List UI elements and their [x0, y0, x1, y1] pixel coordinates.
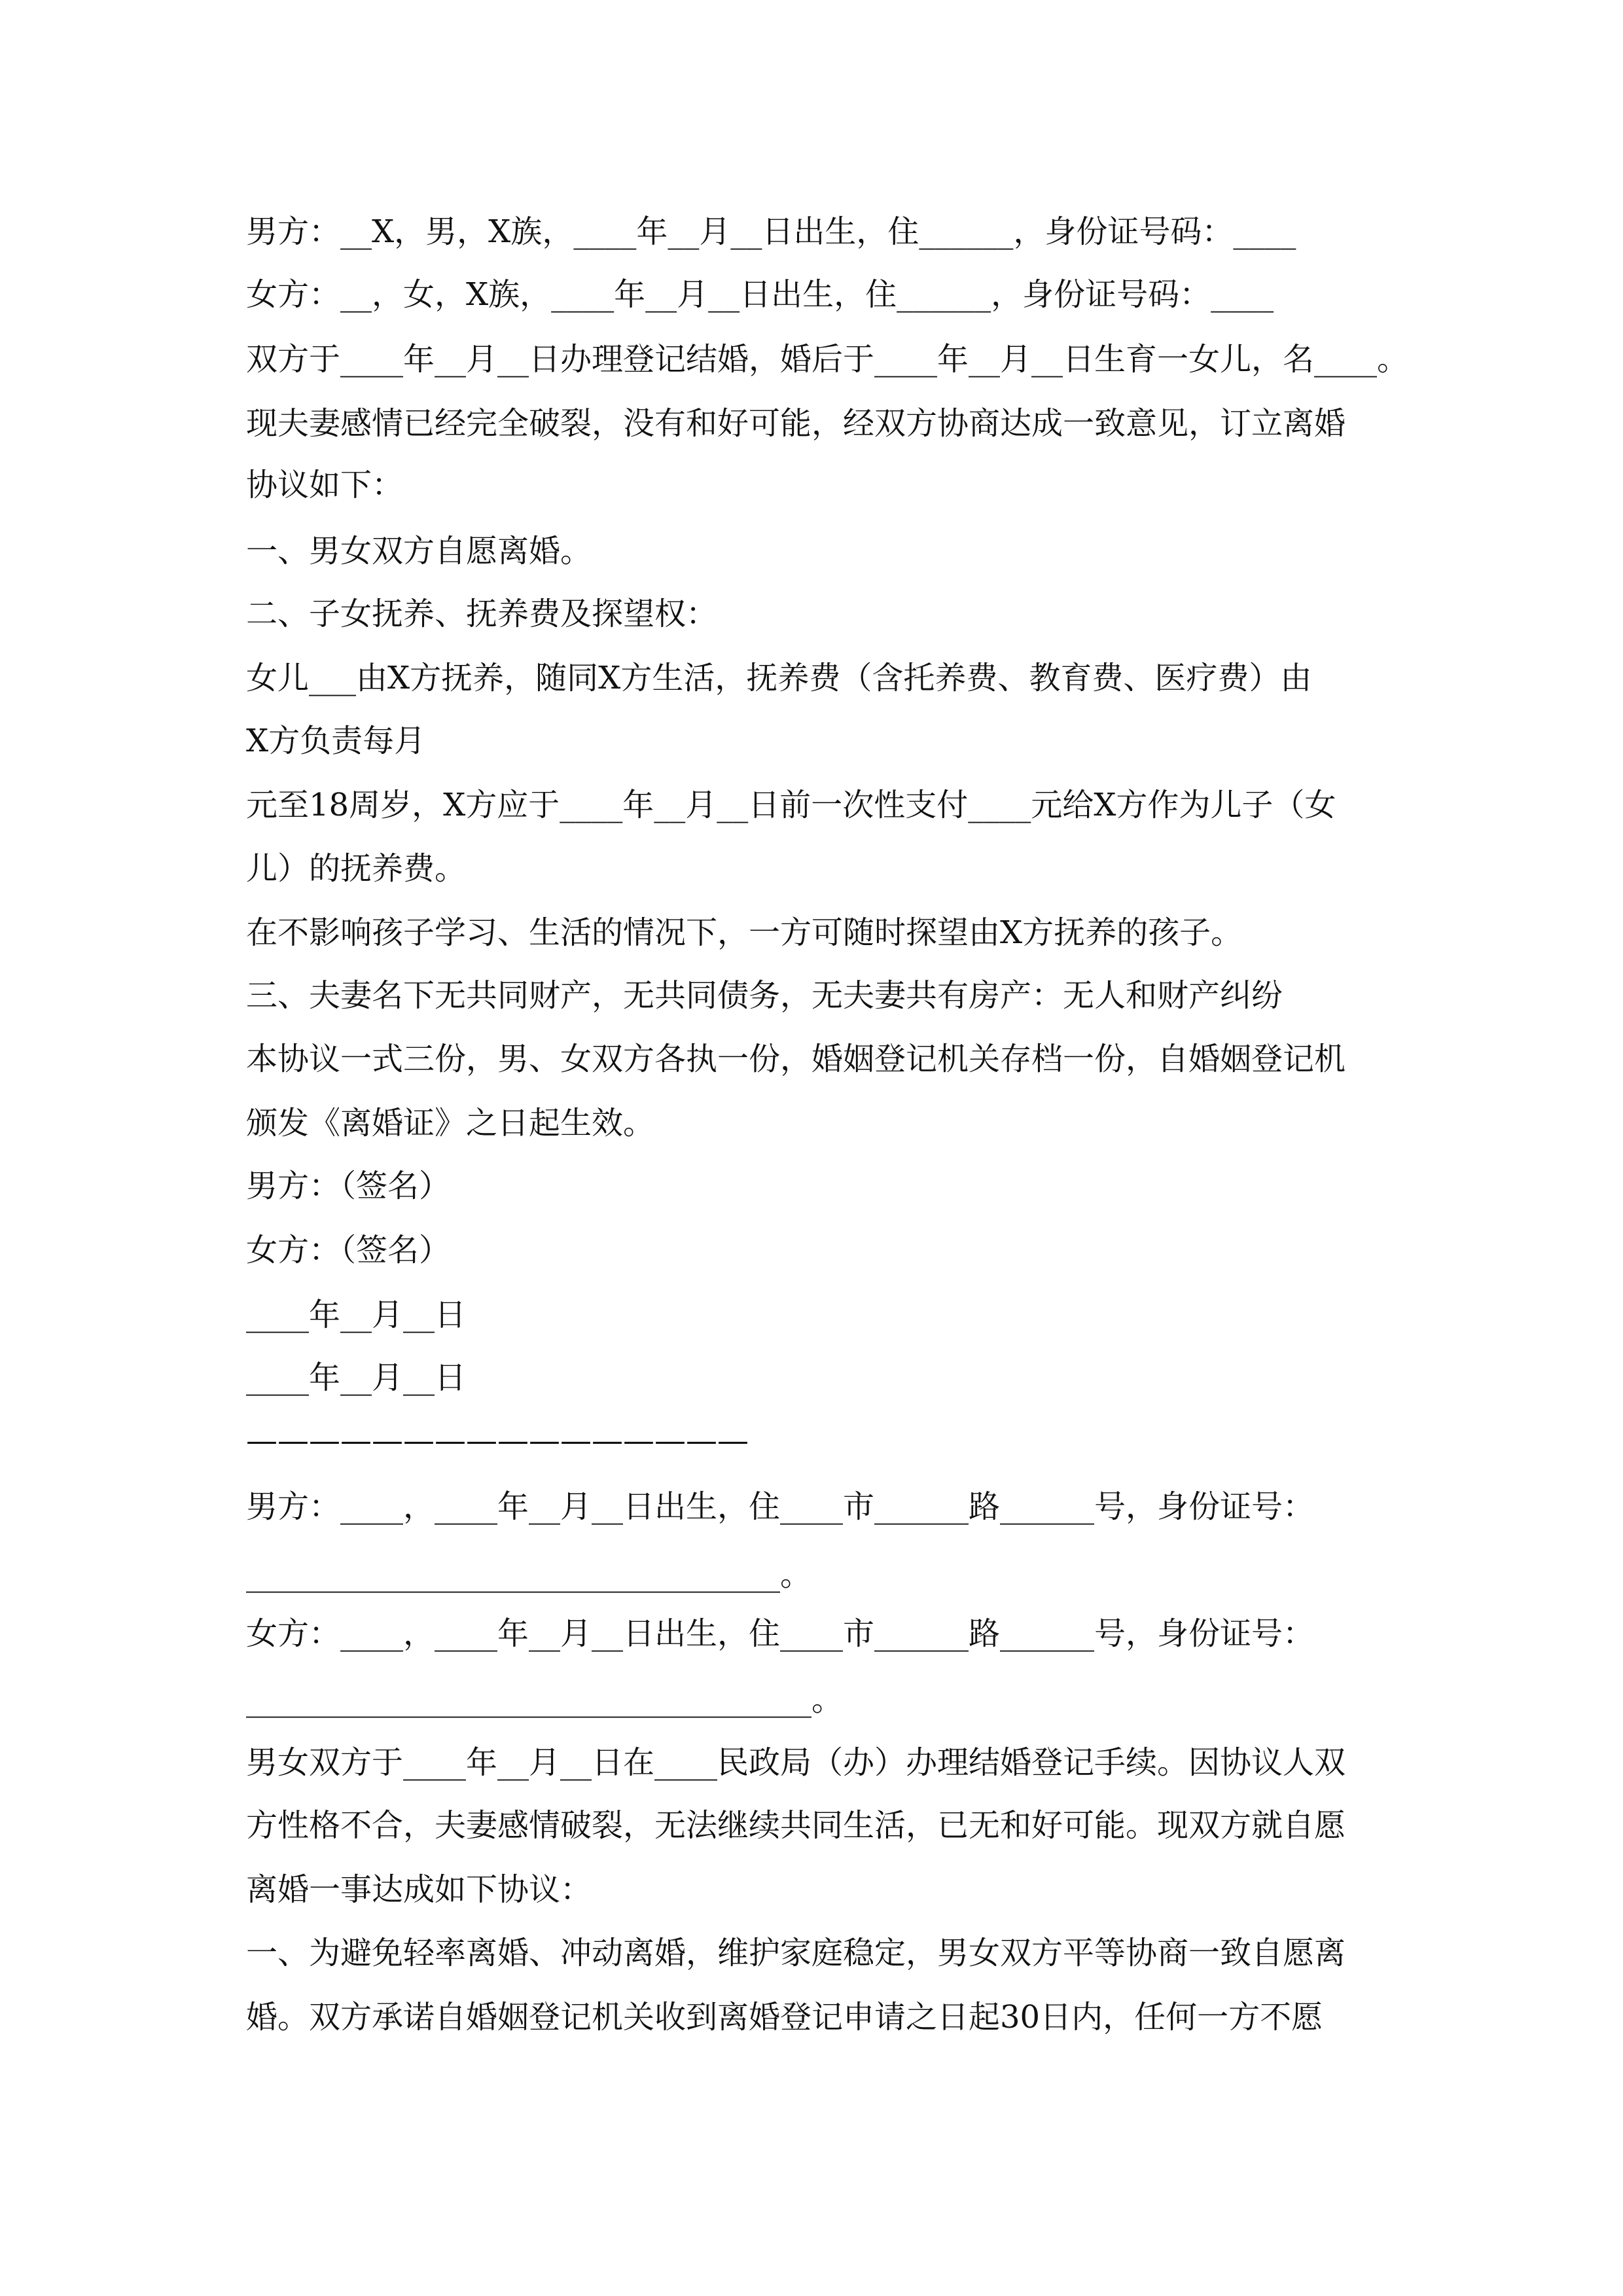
document-line: ____________________________________。 [246, 1681, 844, 1718]
document-line: 女方：（签名） [246, 1232, 451, 1268]
document-line: 现夫妻感情已经完全破裂，没有和好可能，经双方协商达成一致意见，订立离婚 [246, 405, 1346, 442]
document-line: 元至18周岁，X方应于____年__月__日前一次性支付____元给X方作为儿子（女 [246, 787, 1336, 823]
document-line: __________________________________。 [246, 1556, 812, 1593]
document-line: 协议如下： [246, 467, 404, 503]
document-line: 本协议一式三份，男、女双方各执一份，婚姻登记机关存档一份，自婚姻登记机 [246, 1041, 1346, 1077]
document-line: 二、子女抚养、抚养费及探望权： [246, 596, 718, 632]
document-line: 男女双方于____年__月__日在____民政局（办）办理结婚登记手续。因协议人双 [246, 1744, 1346, 1781]
document-line: 男方：（签名） [246, 1168, 451, 1204]
document-line: 双方于____年__月__日办理登记结婚，婚后于____年__月__日生育一女儿，名____。 [246, 341, 1409, 378]
document-line: ____年__月__日 [246, 1297, 467, 1333]
document-line: 儿）的抚养费。 [246, 850, 467, 887]
document-line: 女儿___由X方抚养，随同X方生活，抚养费（含托养费、教育费、医疗费）由 [246, 660, 1312, 696]
document-line: 三、夫妻名下无共同财产，无共同债务，无夫妻共有房产：无人和财产纠纷 [246, 977, 1283, 1014]
document-line: ____年__月__日 [246, 1359, 467, 1396]
document-line: 颁发《离婚证》之日起生效。 [246, 1105, 655, 1141]
document-line: 在不影响孩子学习、生活的情况下，一方可随时探望由X方抚养的孩子。 [246, 914, 1243, 951]
document-line: X方负责每月 [246, 723, 426, 759]
document-line: 男方：__X，男，X族，____年__月__日出生，住______，身份证号码：____ [246, 213, 1296, 250]
document-line: 女方：__，女，X族，____年__月__日出生，住______，身份证号码：____ [246, 276, 1274, 313]
separator-line: ———————————————— [246, 1422, 749, 1459]
document-line: 方性格不合，夫妻感情破裂，无法继续共同生活，已无和好可能。现双方就自愿 [246, 1807, 1346, 1844]
document-line: 男方：____，____年__月__日出生，住____市______路______号，身份证号： [246, 1488, 1315, 1525]
document-line: 一、男女双方自愿离婚。 [246, 533, 592, 569]
document-line: 一、为避免轻率离婚、冲动离婚，维护家庭稳定，男女双方平等协商一致自愿离 [246, 1935, 1346, 1971]
document-line: 女方：____，____年__月__日出生，住____市______路______号，身份证号： [246, 1615, 1315, 1652]
document-line: 离婚一事达成如下协议： [246, 1871, 592, 1908]
document-line: 婚。双方承诺自婚姻登记机关收到离婚登记申请之日起30日内，任何一方不愿 [246, 1999, 1323, 2036]
